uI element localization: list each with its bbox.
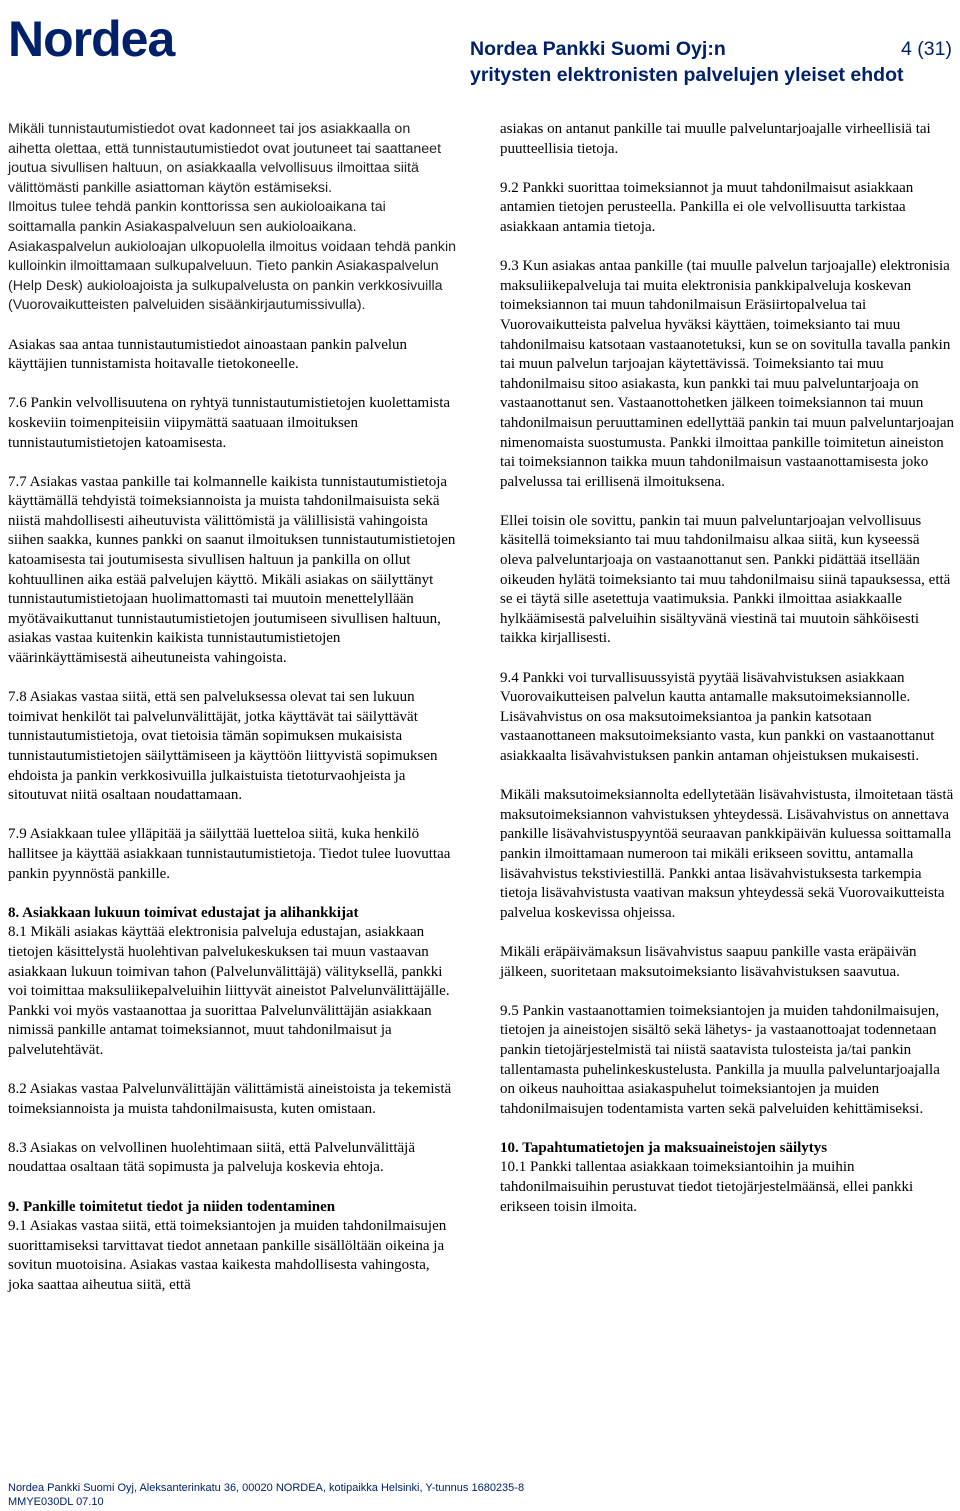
paragraph: Mikäli maksutoimeksiannolta edellytetään lisävahvistusta, ilmoitetaan tästä maksutoimeksiannon vahvistuksen yhteydessä. Lisävahvistus on annettava pankille lisävahvistuspyyntöä seuraavan pankkipäivän kuluessa soittamalla pankin ilmoittamaan numeroon tai mikäli erikseen sovittu, antamalla lisävahvistus tekstiviestillä. Pankki antaa lisävahvistuksesta tarkempia tietoja lisävahvistusta vaativan maksun yhteydessä sekä Vuorovaikutteista palvelua koskevissa ohjeissa. [500, 787, 954, 921]
paragraph: 8.2 Asiakas vastaa Palvelunvälittäjän välittämistä aineistoista ja tekemistä toimeksiannoista ja muista tahdonilmaisusta, kuten omistaan. [8, 1081, 452, 1117]
paragraph: 7.6 Pankin velvollisuutena on ryhtyä tunnistautumistietojen kuolettamista koskeviin toimenpiteisiin viipymättä saatuaan ilmoituksen tunnistautumistietojen katoamisesta. [8, 395, 451, 451]
footer-document-code: MMYE030DL 07.10 [8, 1496, 104, 1508]
section-heading: 10. Tapahtumatietojen ja maksuaineistojen säilytys [500, 1139, 828, 1156]
paragraph: 7.9 Asiakkaan tulee ylläpitää ja säilyttää luetteloa siitä, kuka henkilö hallitsee ja käyttää asiakkaan tunnistautumistietoja. Tiedot tulee luovuttaa pankin pyynnöstä pankille. [8, 826, 451, 882]
nordea-logo [8, 12, 208, 68]
right-column [500, 120, 955, 1217]
paragraph: asiakas on antanut pankille tai muulle palveluntarjoajalle virheellisiä tai puutteellisia tietoja. [500, 121, 931, 157]
paragraph: 8.1 Mikäli asiakas käyttää elektronisia palveluja edustajan, asiakkaan tietojen käsittelystä huolehtivan palvelukeskuksen tai muun vastaavan asiakkaan lukuun toimivan tahon (Palvelunvälittäjä) välityksellä, pankki voi toimittaa maksuliikepalveluihin liittyvät aineistot Palvelunvälittäjälle. Pankki voi myös vastaanottaa ja suorittaa Palvelunvälittäjän asiakkaan nimissä pankille antamat toimeksiannot, muut tahdonilmaisut ja palvelutehtävät. [8, 924, 450, 1058]
paragraph: 9.3 Kun asiakas antaa pankille (tai muulle palvelun tarjoajalle) elektronisia maksuliikepalveluja tai muita elektronisia pankkipalveluja koskevan toimeksiannon tai muun tahdonilmaisun Eräsiirtopalvelua tai Vuorovaikutteista palvelua hyväksi käyttäen, toimeksianto tai muu tahdonilmaisu katsotaan vastaanotetuksi, kun se on sovitulla tavalla pankin tai muun palvelun tarjoajan käytettävissä. Toimeksianto tai muu tahdonilmaisu sitoo asiakasta, kun pankki tai muu palveluntarjoaja on vastaanottanut sen. Vastaanottohetken jälkeen toimeksiannon tai muun tahdonilmaisun peruuttaminen edellyttää pankin tai muun palveluntarjoajan nimenomaista suostumusta. Pankki ilmoittaa pankille toimitetun aineiston tai toimeksiannon taikka muun tahdonilmaisun vastaanottamisesta joko palvelussa tai erillisenä ilmoituksena. [500, 258, 955, 490]
header-title-line2: yritysten elektronisten palvelujen yleiset ehdot [470, 64, 904, 86]
document-header [470, 36, 960, 88]
paragraph: Asiakas saa antaa tunnistautumistiedot ainoastaan pankin palvelun käyttäjien tunnistamista hoitavalle tietokoneelle. [8, 336, 408, 373]
section-heading: 9. Pankille toimitetut tiedot ja niiden todentaminen [8, 1198, 336, 1215]
paragraph: 9.2 Pankki suorittaa toimeksiannot ja muut tahdonilmaisut asiakkaan antamien tietojen perusteella. Pankilla ei ole velvollisuutta tarkistaa asiakkaan antamia tietoja. [500, 179, 914, 235]
paragraph: Ilmoitus tulee tehdä pankin konttorissa sen aukioloaikana tai soittamalla pankin Asiakaspalveluun sen aukioloaikana. Asiakaspalvelun aukioloajan ulkopuolella ilmoitus voidaan tehdä pankin kulloinkin ilmoittamaan sulkupalveluun. Tieto pankin Asiakaspalvelun (Help Desk) aukioloajoista ja sulkupalvelusta on pankin verkkosivuilla (Vuorovaikutteisten palveluiden sisäänkirjautumissivulla). [8, 199, 456, 314]
nordea-logo-icon [8, 12, 208, 68]
section-heading: 8. Asiakkaan lukuun toimivat edustajat ja alihankkijat [8, 904, 359, 921]
paragraph: 7.8 Asiakas vastaa siitä, että sen palveluksessa olevat tai sen lukuun toimivat henkilöt tai palvelunvälittäjät, jotka käyttävät tai säilyttävät tunnistautumistietoja, ovat tietoisia tämän sopimuksen mukaisista tunnistautumistietojen säilyttämiseen ja käyttöön liittyvistä sopimuksen ehdoista ja pankin verkkosivuilla julkaistuista tietoturvaohjeista ja sitoutuvat niitä osaltaan noudattamaan. [8, 689, 438, 804]
paragraph: 7.7 Asiakas vastaa pankille tai kolmannelle kaikista tunnistautumistietoja käyttämällä tehdyistä toimeksiannoista ja muista tahdonilmaisuista sekä niistä mahdollisesti aiheutuvista välittömistä ja välillisistä vahingoista siihen saakka, kunnes pankki on saanut ilmoituksen tunnistautumistietojen katoamisesta tai joutumisesta sivullisen haltuun ja pankilla on ollut kohtuullinen aika estää palvelujen käyttö. Mikäli asiakas on säilyttänyt tunnistautumistietojaan huolimattomasti tai muutoin menettelyllään myötävaikuttanut tunnistautumistietojen joutumiseen sivullisen haltuun, asiakas vastaa kuitenkin kaikista tunnistautumistietojen väärinkäyttämisestä aiheutuneista vahingoista. [8, 473, 456, 667]
paragraph: Mikäli eräpäivämaksun lisävahvistus saapuu pankille vasta eräpäivän jälkeen, suoritetaan maksutoimeksianto lisävahvistuksen saavutua. [500, 943, 917, 980]
paragraph: 10.1 Pankki tallentaa asiakkaan toimeksiantoihin ja muihin tahdonilmaisuihin perustuvat tiedot tietojärjestelmäänsä, ellei pankki erikseen toisin ilmoita. [500, 1159, 914, 1215]
paragraph: Ellei toisin ole sovittu, pankin tai muun palveluntarjoajan velvollisuus käsitellä toimeksianto tai muu tahdonilmaisu alkaa siitä, kun kyseessä oleva palveluntarjoaja on vastaanottanut sen. Pankki pidättää itsellään oikeuden hylätä toimeksianto tai muu tahdonilmaisu siinä tapauksessa, että se ei täytä sille asetettuja vaatimuksia. Pankki ilmoittaa asiakkaalle hylkäämisestä palveluihin sisältyvänä viestinä tai muutoin sähköisesti taikka kirjallisesti. [500, 512, 951, 647]
page-number: 4 (31) [901, 38, 952, 60]
paragraph: 9.1 Asiakas vastaa siitä, että toimeksiantojen ja muiden tahdonilmaisujen suorittamiseksi tarvittavat tiedot annetaan pankille sisällöltään oikeina ja sovitun muotoisina. Asiakas vastaa kaikesta mahdollisesta vahingosta, joka saattaa aiheutua siitä, että [8, 1218, 447, 1294]
paragraph: 8.3 Asiakas on velvollinen huolehtimaan siitä, että Palvelunvälittäjä noudattaa osaltaan tätä sopimusta ja palveluja koskevia ehtoja. [8, 1139, 415, 1176]
paragraph: Mikäli tunnistautumistiedot ovat kadonneet tai jos asiakkaalla on aihetta olettaa, että tunnistautumistiedot ovat joutuneet tai saattaneet joutua sivullisen haltuun, on asiakkaalla velvollisuus ilmoittaa siitä välittömästi pankille asiattoman käytön estämiseksi. [8, 121, 442, 196]
paragraph: 9.5 Pankin vastaanottamien toimeksiantojen ja muiden tahdonilmaisujen, tietojen ja aineistojen sisältö sekä lähetys- ja vastaanottoajat todennetaan pankin tietojärjestelmistä tai niistä saatavista tulosteista ja/tai pankin tallentamasta puhelinkeskustelusta. Pankilla ja muulla palveluntarjoajalla on oikeus nauhoittaa asiakaspuhelut toimeksiantojen ja muiden tahdonilmaisujen todentamista varten sekä palveluiden kehittämiseksi. [500, 1002, 940, 1117]
page-footer [8, 1481, 948, 1509]
paragraph: 9.4 Pankki voi turvallisuussyistä pyytää lisävahvistuksen asiakkaan Vuorovaikutteisen palvelun kautta antamalle maksutoimeksiannolle. Lisävahvistus on osa maksutoimeksiantoa ja pankin katsotaan vastaanottaneen maksutoimeksianto vasta, kun pankki on vastaanottanut asiakkaalta lisävahvistuksen pankin antaman ohjeistuksen mukaisesti. [500, 669, 935, 764]
footer-company-info: Nordea Pankki Suomi Oyj, Aleksanterinkatu 36, 00020 NORDEA, kotipaikka Helsinki, Y-tunnus 1680235-8 [8, 1482, 525, 1494]
header-title-line1: Nordea Pankki Suomi Oyj:n [470, 38, 726, 60]
svg-text:Nordea: Nordea [8, 12, 175, 67]
left-column [8, 120, 456, 1296]
